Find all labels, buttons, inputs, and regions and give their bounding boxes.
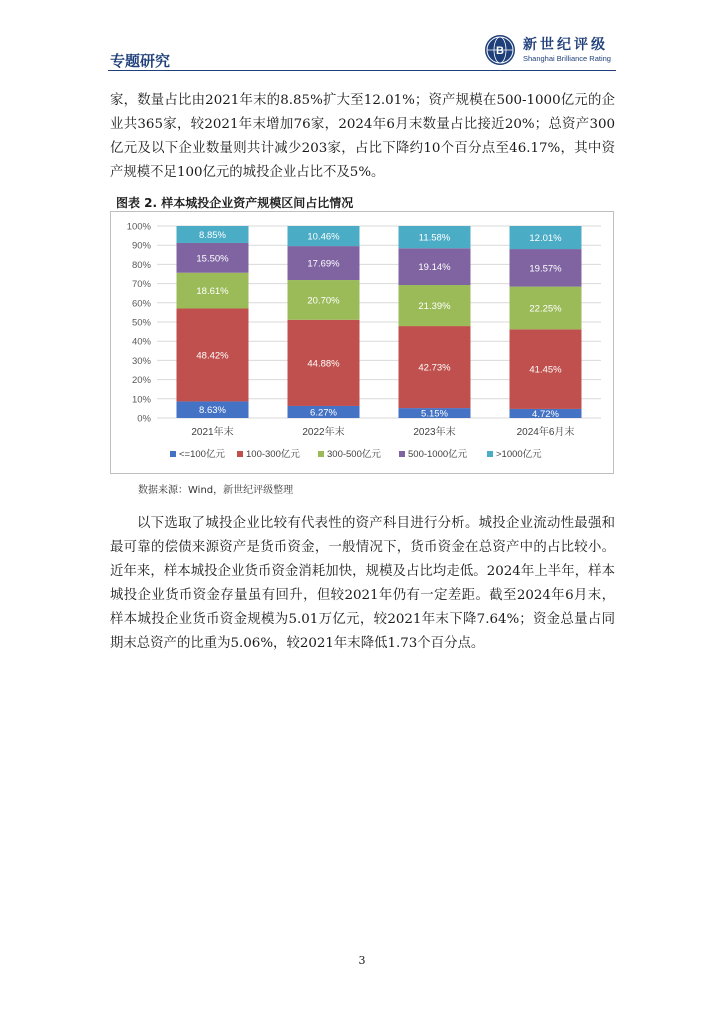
y-tick-label: 30% [131, 355, 151, 367]
legend-item: <=100亿元 [179, 449, 225, 460]
legend-item: >1000亿元 [496, 449, 542, 460]
data-label: 5.15% [421, 408, 448, 420]
x-tick-label: 2022年末 [302, 427, 345, 438]
y-tick-label: 10% [131, 394, 151, 406]
legend-swatch [318, 451, 324, 457]
legend-item: 500-1000亿元 [408, 449, 468, 460]
stacked-bar-chart [110, 211, 614, 474]
data-label: 8.85% [199, 229, 226, 241]
y-tick-label: 20% [131, 375, 151, 387]
legend-item: 300-500亿元 [327, 449, 381, 460]
data-label: 18.61% [196, 286, 229, 298]
data-label: 17.69% [307, 258, 340, 270]
y-tick-label: 70% [131, 279, 151, 291]
x-tick-label: 2024年6月末 [516, 427, 575, 438]
figure-caption: 图表 2. 样本城投企业资产规模区间占比情况 [116, 196, 354, 210]
section-title: 专题研究 [110, 52, 171, 70]
body-paragraph-1: 家，数量占比由2021年末的8.85%扩大至12.01%；资产规模在500-1000亿元的企业共365家，较2021年末增加76家，2024年6月末数量占比接近20%；总资产300亿元及以下企业数量则共计减少203家，占比下降约10个百分点至46.17%，其中资产规模不足100亿元的城投企业占比不及5%。 [110, 93, 615, 180]
y-tick-label: 40% [131, 336, 151, 348]
data-label: 42.73% [418, 362, 451, 374]
svg-text:B: B [496, 45, 504, 57]
legend-swatch [487, 451, 493, 457]
data-label: 19.14% [418, 262, 451, 274]
y-tick-label: 90% [131, 240, 151, 252]
y-tick-label: 50% [131, 317, 151, 329]
y-tick-label: 0% [137, 413, 151, 425]
globe-logo-icon [485, 35, 515, 65]
data-label: 44.88% [307, 358, 340, 370]
legend-swatch [399, 451, 405, 457]
data-label: 12.01% [529, 233, 562, 245]
header-divider [108, 70, 616, 71]
data-label: 6.27% [310, 407, 337, 419]
data-label: 21.39% [418, 301, 451, 313]
x-tick-label: 2023年末 [413, 427, 456, 438]
legend-item: 100-300亿元 [246, 449, 300, 460]
data-label: 15.50% [196, 253, 229, 265]
data-label: 10.46% [307, 231, 340, 243]
body-paragraph-2: 以下选取了城投企业比较有代表性的资产科目进行分析。城投企业流动性最强和最可靠的偿债来源资产是货币资金，一般情况下，货币资金在总资产中的占比较小。近年来，样本城投企业货币资金消耗加快，规模及占比均走低。2024年上半年，样本城投企业货币资金存量虽有回升，但较2021年仍有一定差距。截至2024年6月末，样本城投企业货币资金规模为5.01万亿元，较2021年末下降7.64%；资金总量占同期末总资产的比重为5.06%，较2021年末降低1.73个百分点。 [110, 516, 615, 651]
legend-swatch [170, 451, 176, 457]
x-tick-label: 2021年末 [191, 427, 234, 438]
y-tick-label: 60% [131, 298, 151, 310]
logo-english-name: Shanghai Brilliance Rating [523, 54, 611, 63]
y-tick-label: 100% [126, 221, 151, 233]
page-number: 3 [358, 954, 366, 967]
data-label: 41.45% [529, 364, 562, 376]
legend-swatch [237, 451, 243, 457]
y-tick-label: 80% [131, 259, 151, 271]
data-label: 22.25% [529, 303, 562, 315]
brand-logo [485, 34, 617, 66]
data-label: 4.72% [532, 408, 559, 420]
chart-canvas [111, 212, 613, 473]
data-label: 19.57% [529, 263, 562, 275]
data-label: 11.58% [418, 232, 451, 244]
data-label: 8.63% [199, 405, 226, 417]
data-source-note: 数据来源：Wind，新世纪评级整理 [138, 485, 294, 496]
data-label: 20.70% [307, 295, 340, 307]
data-label: 48.42% [196, 350, 229, 362]
logo-chinese-name: 新世纪评级 [523, 37, 608, 53]
